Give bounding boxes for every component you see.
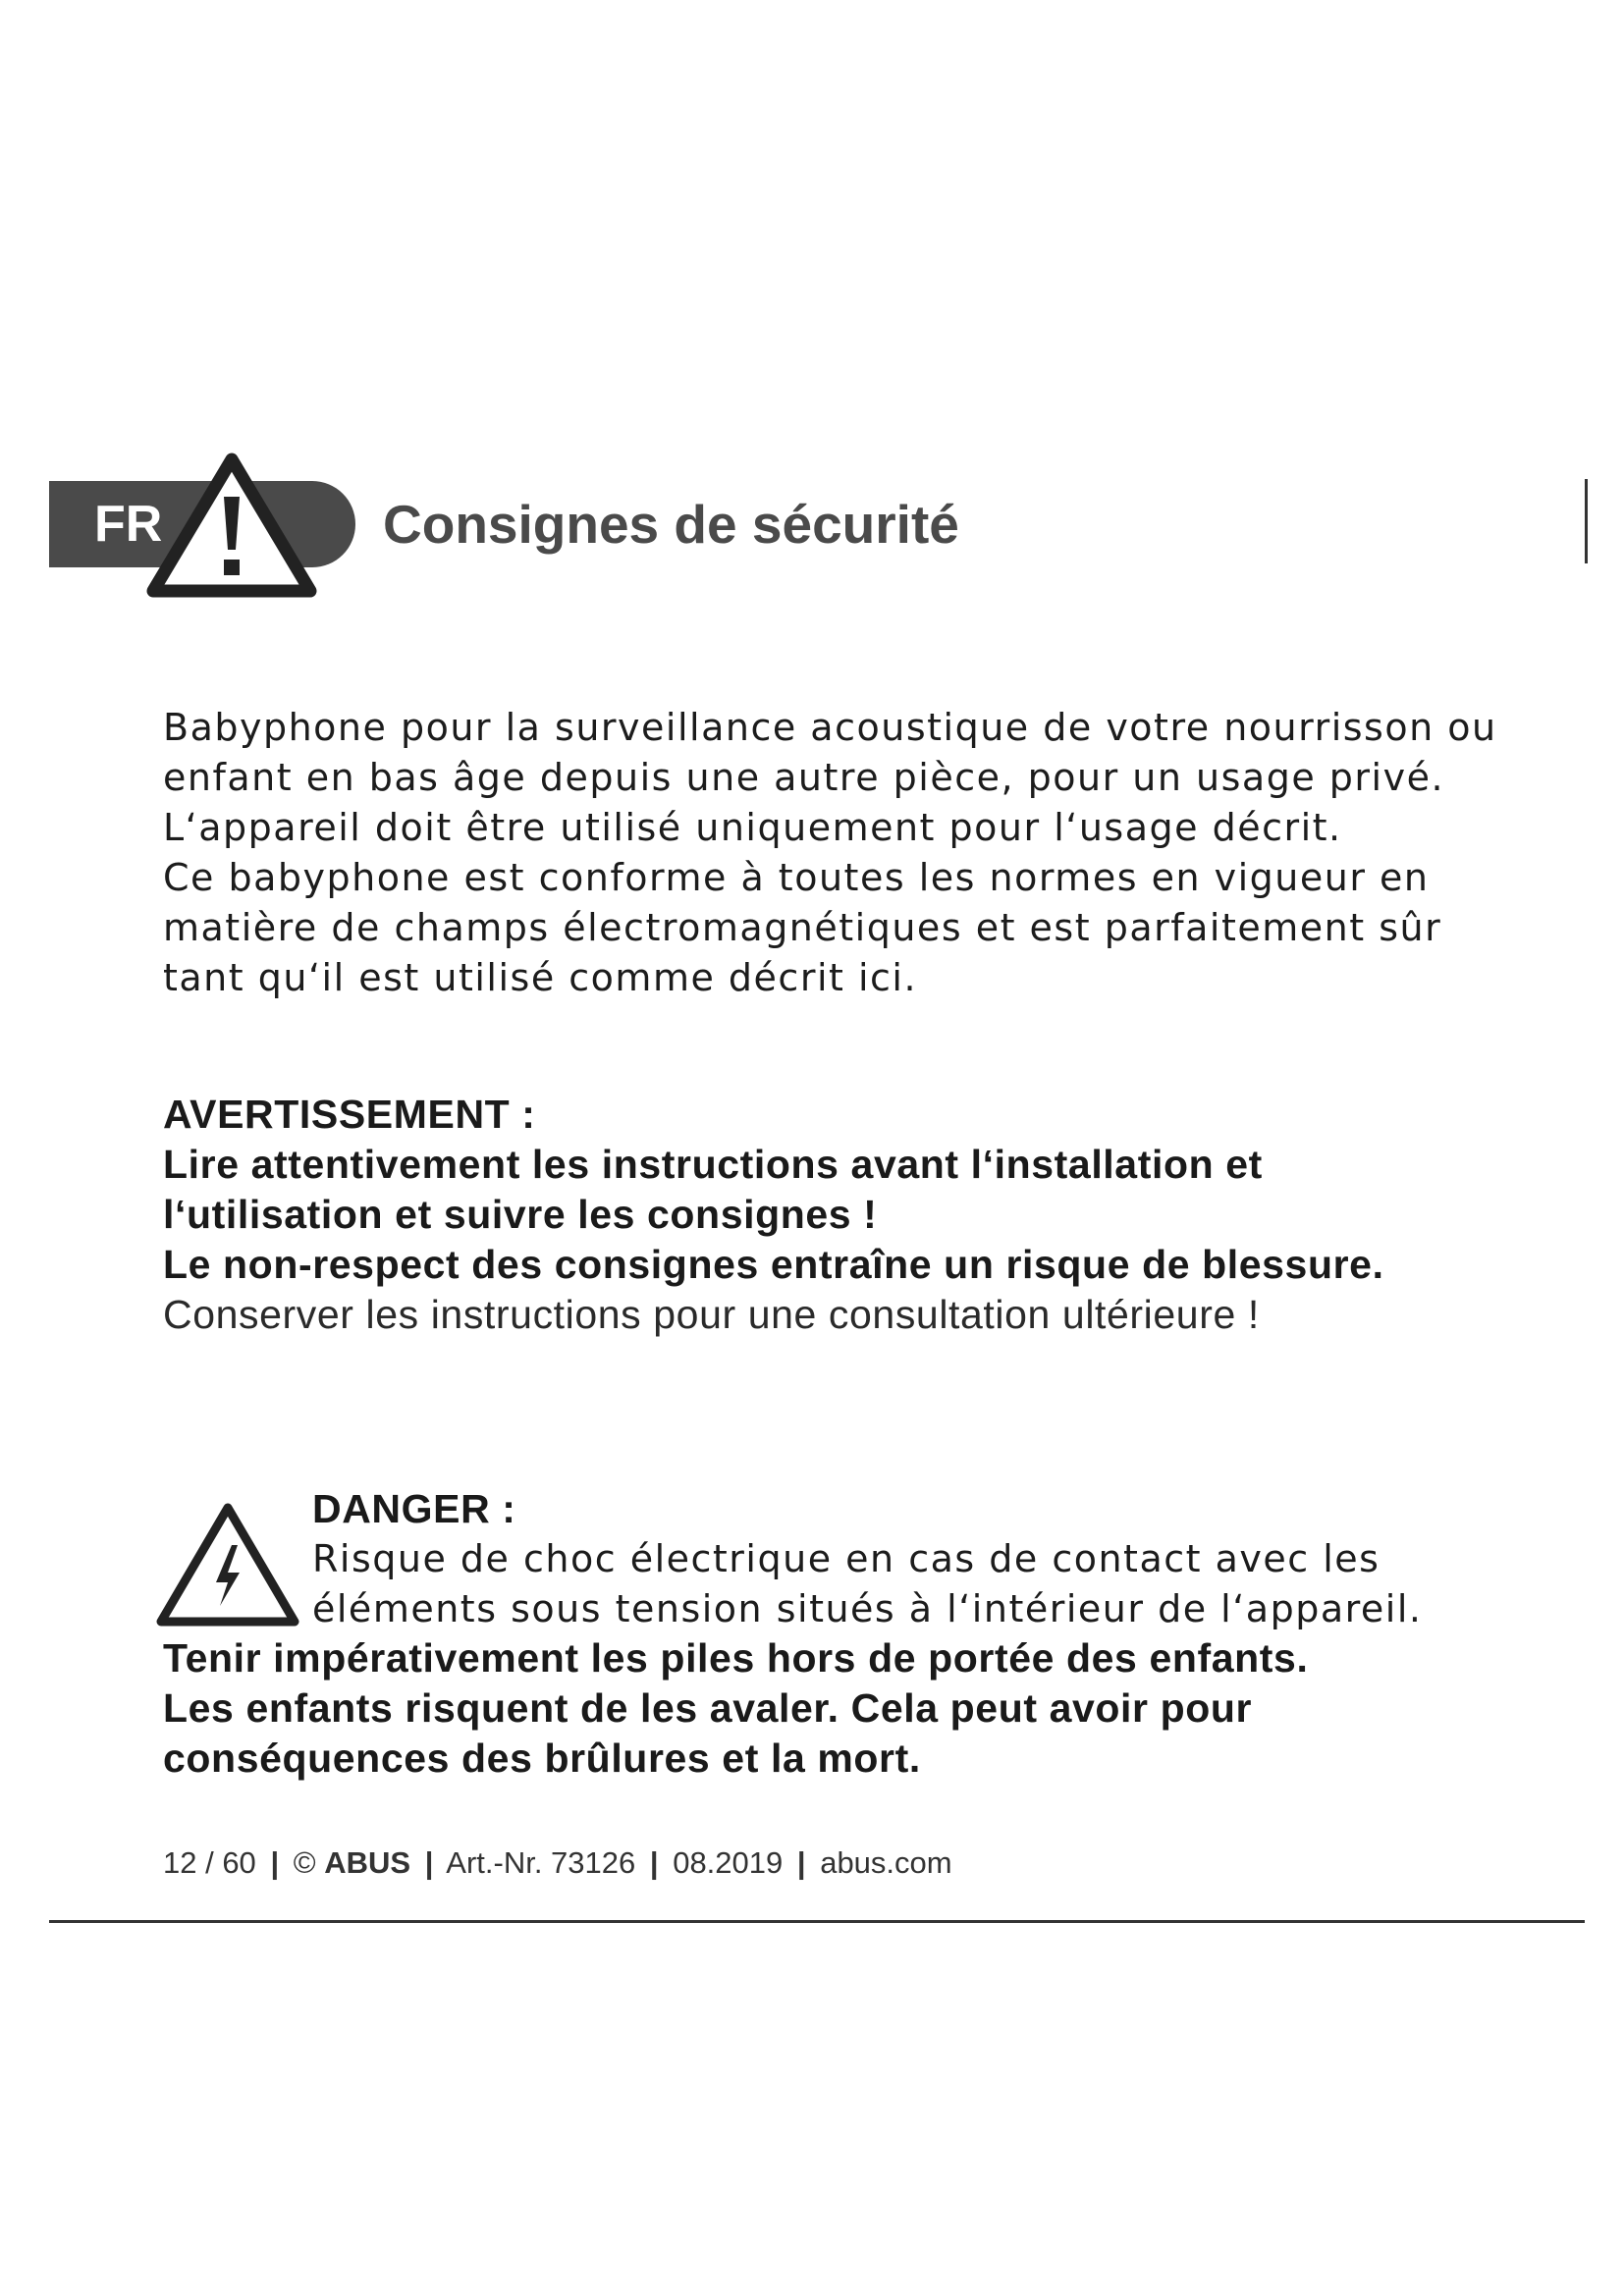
warning-section (163, 1090, 1538, 1340)
warning-heading: AVERTISSEMENT : (163, 1092, 536, 1137)
intro-line: L‘appareil doit être utilisé uniquement pour l‘usage décrit. (163, 806, 1342, 849)
warning-line: Le non-respect des consignes entraîne un risque de blessure. (163, 1242, 1384, 1287)
warning-triangle-icon (143, 450, 320, 603)
page-number: 12 / 60 (163, 1845, 256, 1880)
danger-intro (312, 1484, 1540, 1634)
article-number: Art.-Nr. 73126 (446, 1845, 636, 1880)
intro-line: Babyphone pour la surveillance acoustique de votre nourrisson ou (163, 706, 1497, 749)
footer-rule (49, 1920, 1585, 1923)
footer-separator: | (424, 1845, 434, 1880)
footer-separator: | (270, 1845, 280, 1880)
intro-paragraph (163, 703, 1538, 1003)
language-code: FR (94, 496, 163, 553)
danger-bold-line: Les enfants risquent de les avaler. Cela peut avoir pour (163, 1685, 1253, 1731)
page-title: Consignes de sécurité (383, 494, 959, 555)
danger-battery-warning (163, 1633, 1538, 1784)
margin-rule (1585, 479, 1588, 563)
intro-line: enfant en bas âge depuis une autre pièce, pour un usage privé. (163, 756, 1445, 799)
intro-line: matière de champs électromagnétiques et est parfaitement sûr (163, 906, 1442, 949)
copyright-symbol: © (293, 1845, 316, 1880)
page-footer (163, 1842, 952, 1885)
danger-heading: DANGER : (312, 1486, 516, 1531)
warning-line: l‘utilisation et suivre les consignes ! (163, 1192, 878, 1237)
publication-date: 08.2019 (673, 1845, 784, 1880)
electric-shock-warning-icon (153, 1500, 302, 1631)
brand-name: ABUS (324, 1845, 411, 1880)
danger-line: Risque de choc électrique en cas de contact avec les (312, 1537, 1380, 1580)
danger-line: éléments sous tension situés à l‘intérieur de l‘appareil. (312, 1587, 1423, 1630)
danger-bold-line: conséquences des brûlures et la mort. (163, 1735, 921, 1781)
warning-note: Conserver les instructions pour une consultation ultérieure ! (163, 1292, 1260, 1337)
danger-bold-line: Tenir impérativement les piles hors de portée des enfants. (163, 1635, 1309, 1681)
footer-separator: | (796, 1845, 806, 1880)
footer-separator: | (649, 1845, 659, 1880)
warning-line: Lire attentivement les instructions avant l‘installation et (163, 1142, 1263, 1187)
website-link[interactable]: abus.com (820, 1845, 952, 1880)
intro-line: Ce babyphone est conforme à toutes les normes en vigueur en (163, 856, 1430, 899)
intro-line: tant qu‘il est utilisé comme décrit ici. (163, 956, 918, 999)
